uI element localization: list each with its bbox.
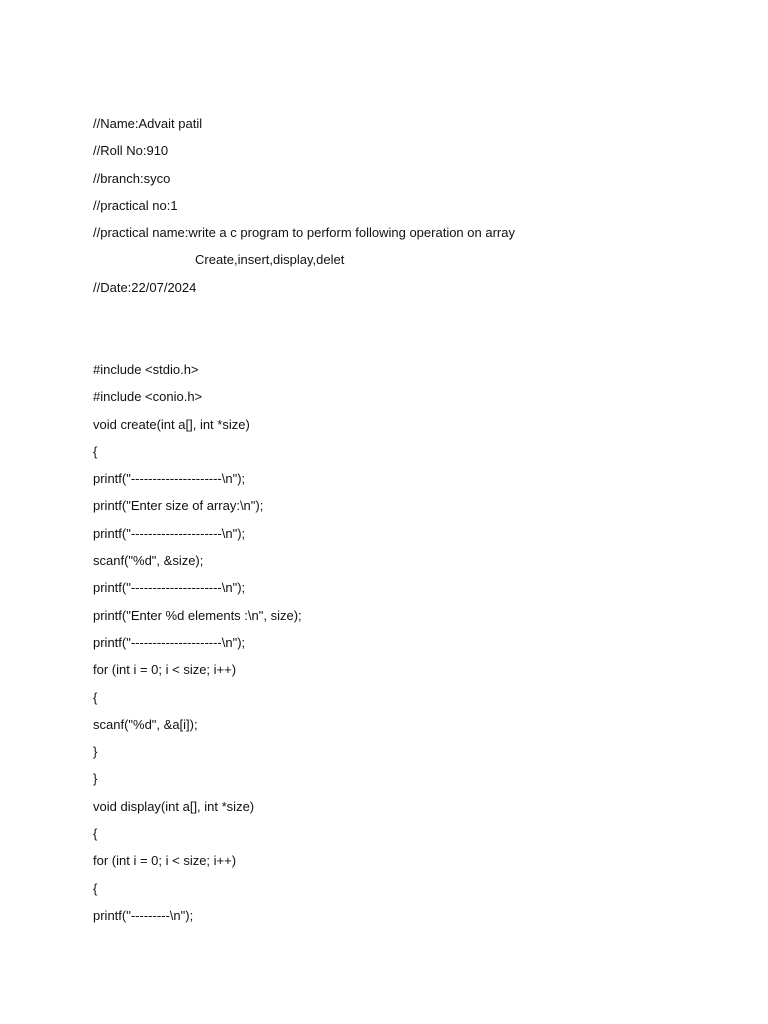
code-line: for (int i = 0; i < size; i++) [93,662,237,678]
code-line: void display(int a[], int *size) [93,798,255,814]
code-line: } [93,771,98,787]
roll-number-line: //Roll No:910 [93,143,169,159]
code-line: #include <conio.h> [93,389,203,405]
branch-line: //branch:syco [93,170,171,186]
code-line: printf("---------------------\n"); [93,634,246,650]
code-line: printf("---------------------\n"); [93,471,246,487]
code-line: #include <stdio.h> [93,362,199,377]
author-name-line: //Name:Advait patil [93,116,203,131]
code-line: printf("---------------------\n"); [93,580,246,596]
code-line: printf("---------------------\n"); [93,525,246,541]
practical-operations-line: Create,insert,display,delet [195,252,345,268]
code-line: printf("Enter %d elements :\n", size); [93,607,302,623]
practical-name-line: //practical name:write a c program to perform following operation on array [93,225,515,241]
practical-number-line: //practical no:1 [93,197,178,213]
code-line: printf("Enter size of array:\n"); [93,498,264,514]
code-line: void create(int a[], int *size) [93,416,250,432]
code-line: scanf("%d", &a[i]); [93,716,198,732]
code-line: printf("---------\n"); [93,907,194,923]
header-comments [93,110,733,301]
code-line: { [93,689,98,705]
code-line: { [93,880,98,896]
code-listing [93,356,733,929]
code-line: { [93,826,98,842]
code-line: { [93,443,98,459]
code-line: scanf("%d", &size); [93,553,204,569]
code-line: for (int i = 0; i < size; i++) [93,853,237,869]
code-line: } [93,744,98,760]
date-line: //Date:22/07/2024 [93,279,197,295]
